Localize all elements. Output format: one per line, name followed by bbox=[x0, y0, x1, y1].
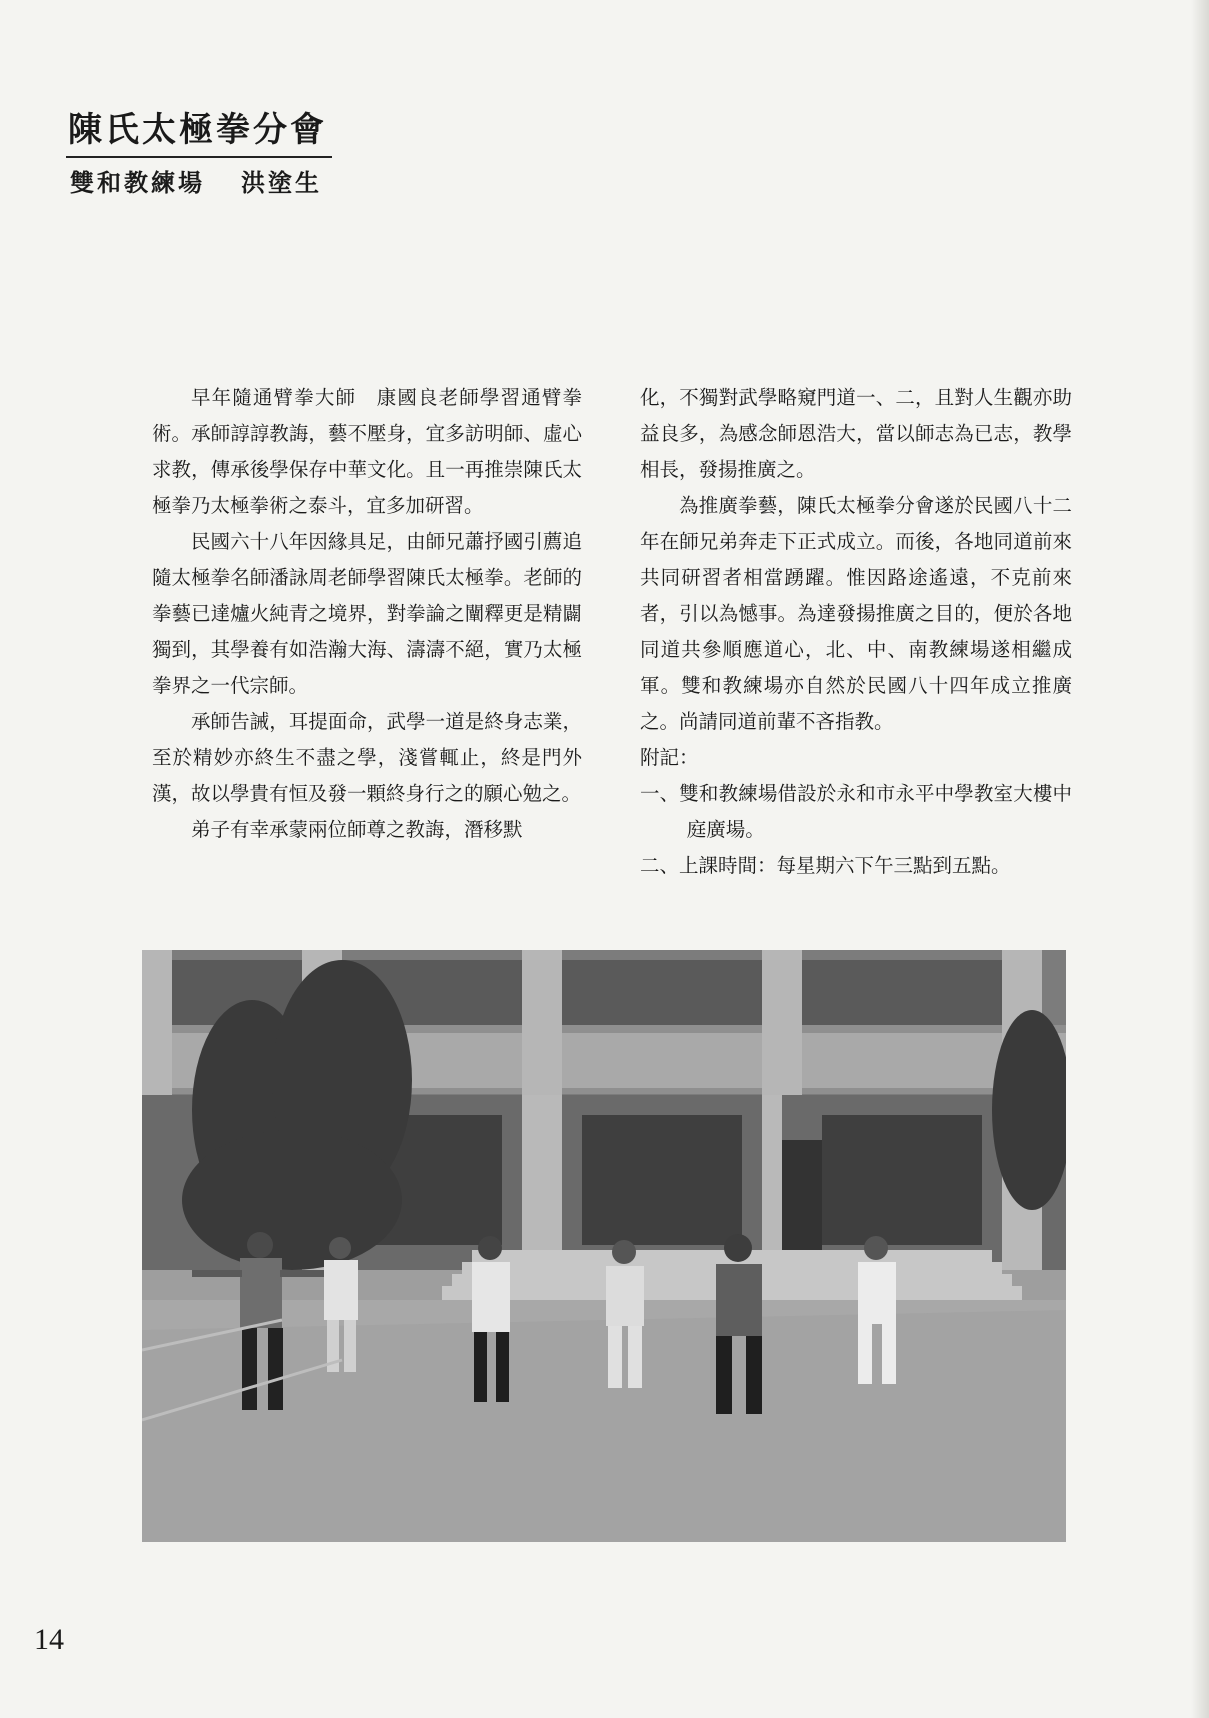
paragraph: 承師告誡，耳提面命，武學一道是終身志業，至於精妙亦終生不盡之學，淺嘗輒止，終是門外漢，故以學貴有恒及發一顆終身行之的願心勉之。 bbox=[152, 710, 582, 805]
notes-label: 附記： bbox=[640, 746, 699, 769]
note-item: 二、上課時間：每星期六下午三點到五點。 bbox=[640, 854, 1011, 877]
paragraph: 為推廣拳藝，陳氏太極拳分會遂於民國八十二年在師兄弟奔走下正式成立。而後，各地同道前來共同研習者相當踴躍。惟因路途遙遠，不克前來者，引以為憾事。為達發揚推廣之目的，便於各地同道共參順應道心，北、中、南教練場遂相繼成軍。雙和教練場亦自然於民國八十四年成立推廣之。尚請同道前輩不吝指教。 bbox=[640, 494, 1072, 733]
author-name: 洪塗生 bbox=[241, 168, 322, 197]
note-item: 一、雙和教練場借設於永和市永平中學教室大樓中庭廣場。 bbox=[640, 782, 1072, 841]
article-subtitle bbox=[70, 166, 322, 200]
page-edge bbox=[1191, 0, 1209, 1718]
paragraph: 弟子有幸承蒙兩位師尊之教誨，潛移默 bbox=[191, 818, 523, 841]
left-column bbox=[152, 380, 582, 848]
paragraph: 早年隨通臂拳大師 康國良老師學習通臂拳術。承師諄諄教誨，藝不壓身，宜多訪明師、虛心求教，傳承後學保存中華文化。且一再推崇陳氏太極拳乃太極拳術之泰斗，宜多加研習。 bbox=[152, 386, 582, 517]
venue-name: 雙和教練場 bbox=[70, 168, 205, 197]
title-underline bbox=[66, 156, 332, 158]
tai-chi-class-photo bbox=[142, 950, 1066, 1542]
article-title: 陳氏太極拳分會 bbox=[68, 110, 327, 150]
right-column bbox=[640, 380, 1072, 884]
paragraph-continued: 化，不獨對武學略窺門道一、二，且對人生觀亦助益良多，為感念師恩浩大，當以師志為已志，教學相長，發揚推廣之。 bbox=[640, 386, 1072, 481]
page-number: 14 bbox=[34, 1623, 64, 1656]
paragraph: 民國六十八年因緣具足，由師兄蕭抒國引薦追隨太極拳名師潘詠周老師學習陳氏太極拳。老師的拳藝已達爐火純青之境界，對拳論之闡釋更是精闢獨到，其學養有如浩瀚大海、濤濤不絕，實乃太極拳界之一代宗師。 bbox=[152, 530, 582, 697]
